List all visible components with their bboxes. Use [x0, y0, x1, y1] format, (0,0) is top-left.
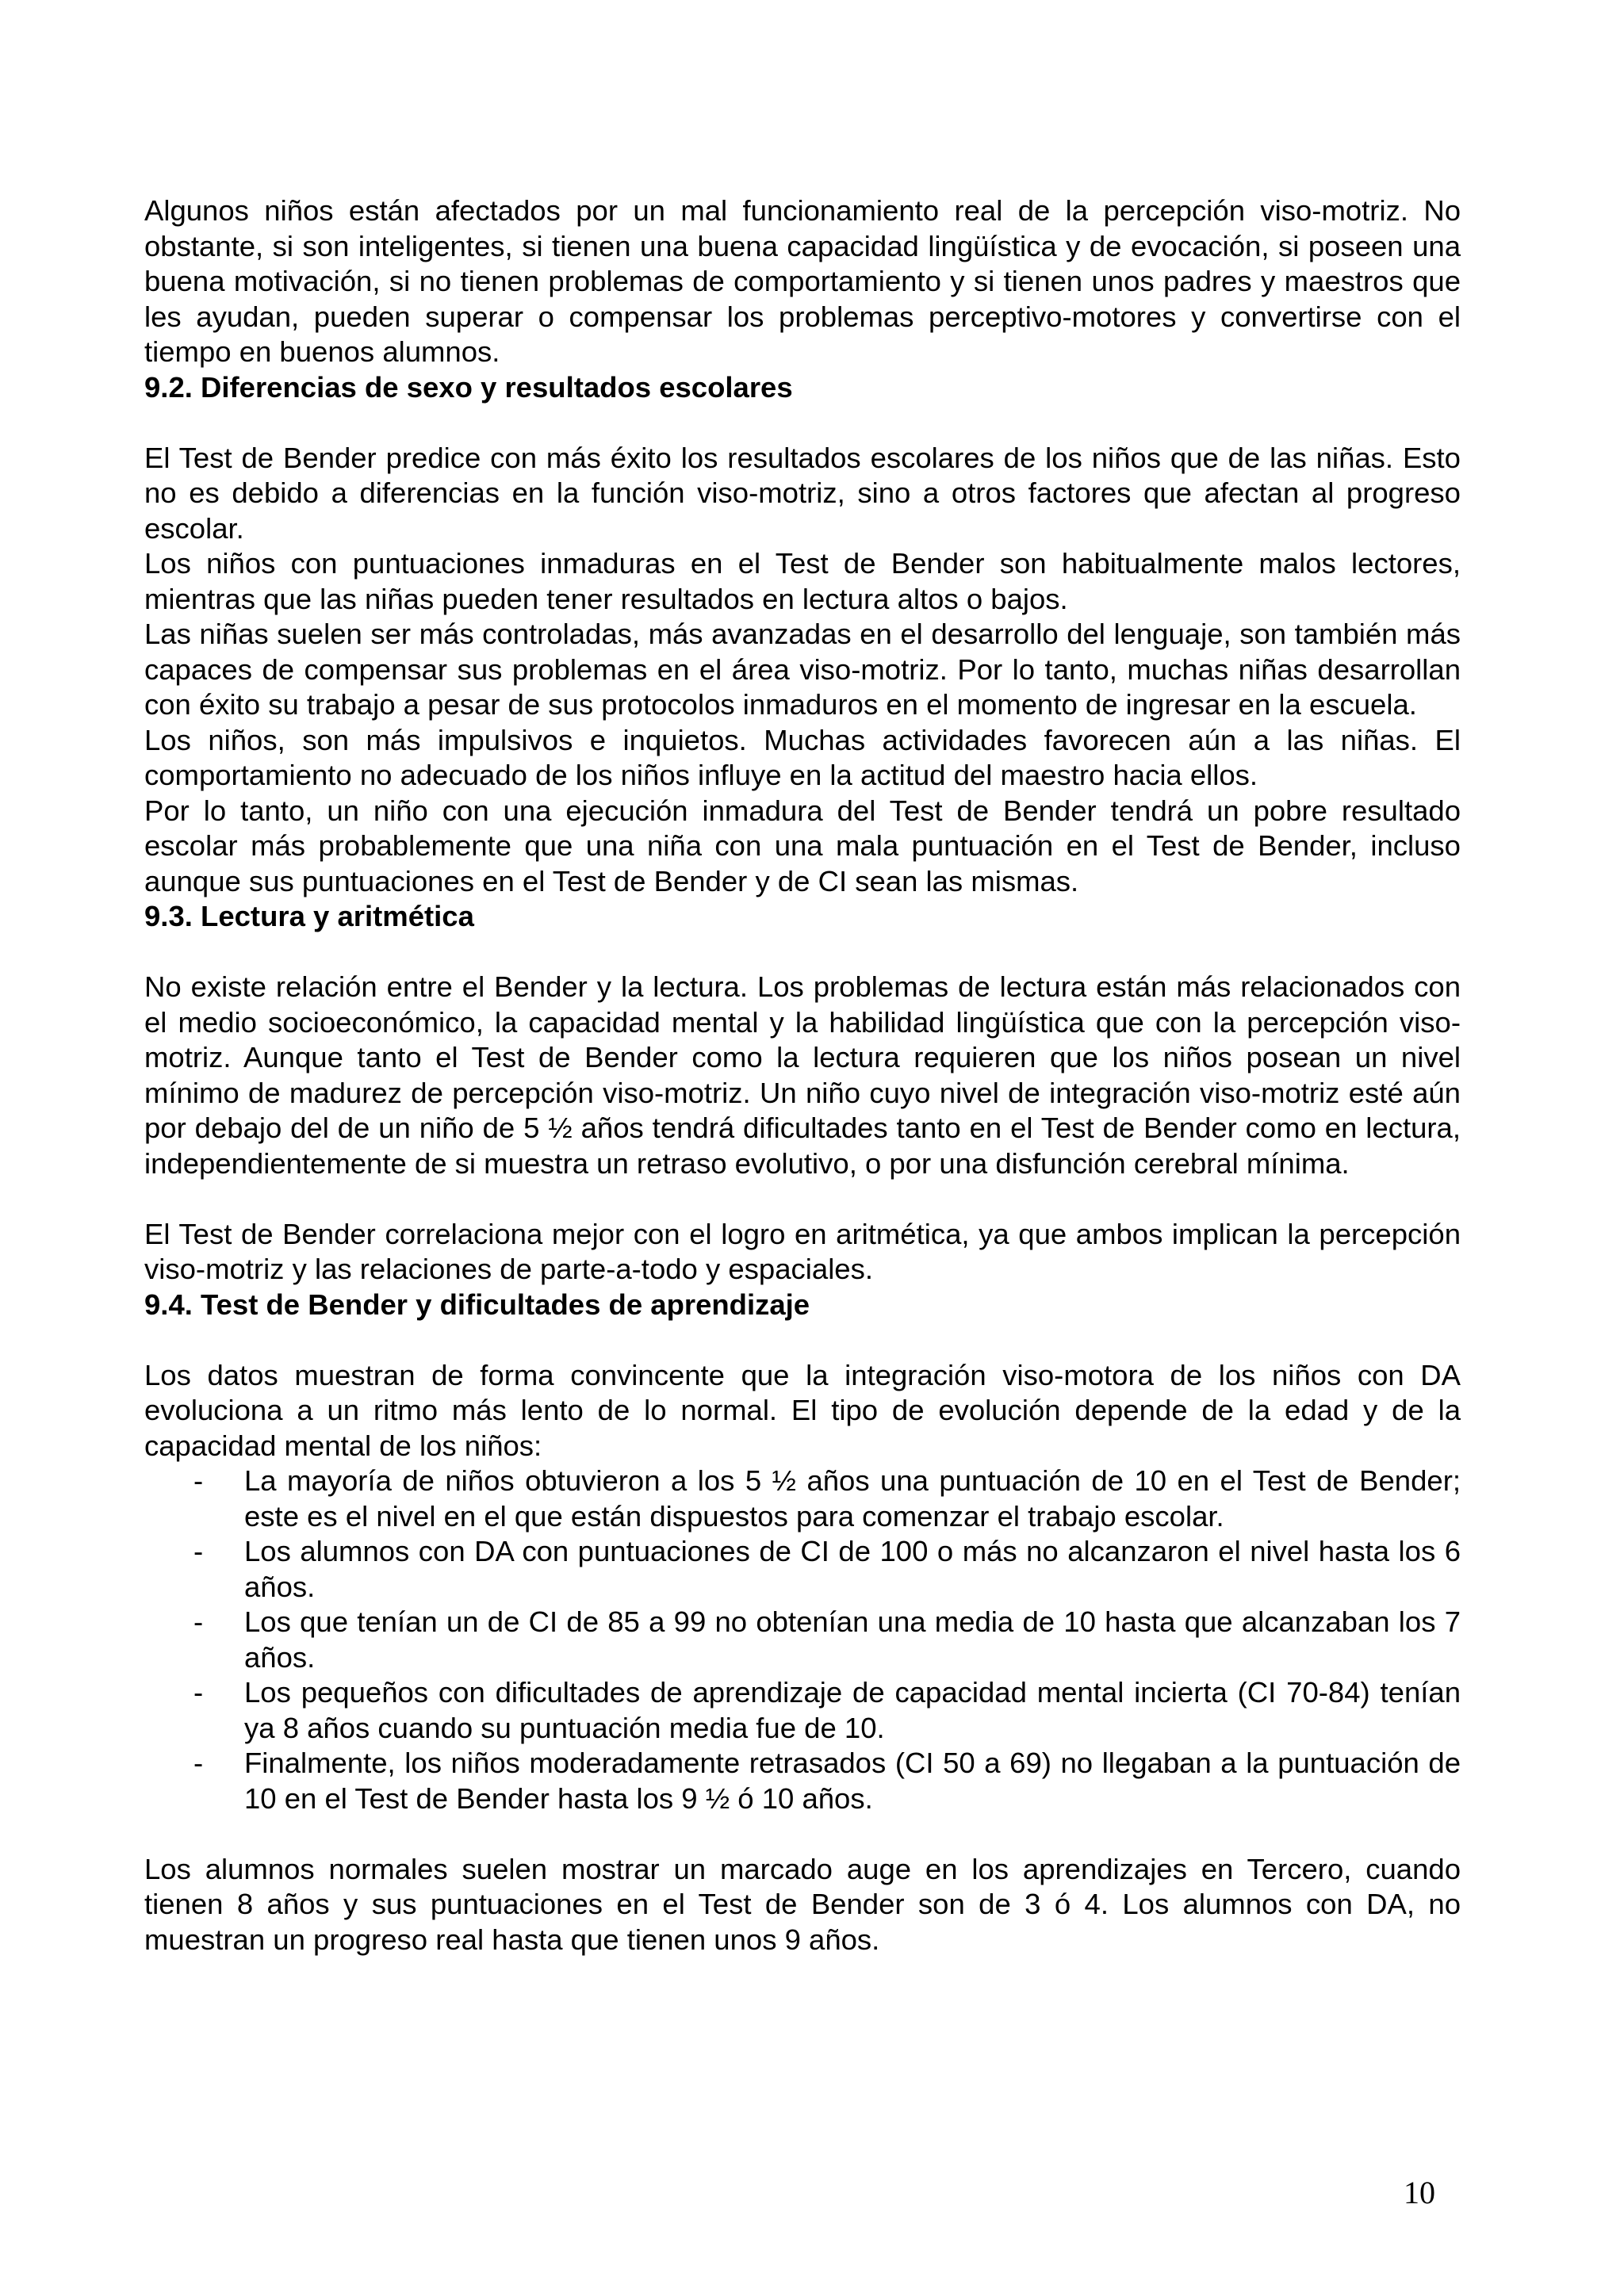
paragraph-9-2-5: Por lo tanto, un niño con una ejecución inmadura del Test de Bender tendrá un pobre resultado escolar más probablemente que una niña con una mala puntuación en el Test de Bender, incluso aunque sus puntuaciones en el Test de Bender y de CI sean las mismas. [144, 794, 1461, 897]
paragraph-9-2-4: Los niños, son más impulsivos e inquietos. Muchas actividades favorecen aún a las niñas. El comportamiento no adecuado de los niños influye en la actitud del maestro hacia ellos. [144, 723, 1461, 791]
paragraph-9-4-2: Los alumnos normales suelen mostrar un marcado auge en los aprendizajes en Tercero, cuando tienen 8 años y sus puntuaciones en el Test de Bender son de 3 ó 4. Los alumnos con DA, no muestran un progreso real hasta que tienen unos 9 años. [144, 1852, 1461, 1956]
list-item [144, 1605, 1461, 1675]
list-item [144, 1746, 1461, 1816]
list-item-text: Finalmente, los niños moderadamente retrasados (CI 50 a 69) no llegaban a la puntuación de 10 en el Test de Bender hasta los 9 ½ ó 10 años. [244, 1747, 1461, 1815]
paragraph-9-2-1: El Test de Bender predice con más éxito los resultados escolares de los niños que de las niñas. Esto no es debido a diferencias en la función viso-motriz, sino a otros factores que afectan al progreso escolar. [144, 441, 1461, 545]
dash-bullet: - [193, 1605, 204, 1638]
section-heading-9-4: 9.4. Test de Bender y dificultades de aprendizaje [144, 1288, 810, 1321]
list-item-text: Los pequeños con dificultades de aprendizaje de capacidad mental incierta (CI 70-84) tenían ya 8 años cuando su puntuación media fue de 10. [244, 1676, 1461, 1744]
page-number: 10 [1404, 2175, 1435, 2210]
list-item [144, 1534, 1461, 1605]
age-milestones-list [144, 1464, 1461, 1816]
list-item-text: Los alumnos con DA con puntuaciones de CI de 100 o más no alcanzaron el nivel hasta los 6 años. [244, 1535, 1461, 1603]
paragraph-9-3-1: No existe relación entre el Bender y la lectura. Los problemas de lectura están más relacionados con el medio socioeconómico, la capacidad mental y la habilidad lingüística que con la percepción viso-motriz. Aunque tanto el Test de Bender como la lectura requieren que los niños posean un nivel mínimo de madurez de percepción viso-motriz. Un niño cuyo nivel de integración viso-motriz esté aún por debajo del de un niño de 5 ½ años tendrá dificultades tanto en el Test de Bender como en lectura, independientemente de si muestra un retraso evolutivo, o por una disfunción cerebral mínima. [144, 970, 1461, 1180]
list-item-text: Los que tenían un de CI de 85 a 99 no obtenían una media de 10 hasta que alcanzaban los 7 años. [244, 1605, 1461, 1674]
dash-bullet: - [193, 1535, 204, 1567]
paragraph-9-3-2: El Test de Bender correlaciona mejor con el logro en aritmética, ya que ambos implican la percepción viso-motriz y las relaciones de parte-a-todo y espaciales. [144, 1217, 1461, 1285]
section-heading-9-3: 9.3. Lectura y aritmética [144, 900, 474, 932]
dash-bullet: - [193, 1676, 204, 1709]
dash-bullet: - [193, 1747, 204, 1779]
list-item [144, 1464, 1461, 1534]
dash-bullet: - [193, 1464, 204, 1497]
paragraph-9-4-1: Los datos muestran de forma convincente que la integración viso-motora de los niños con DA evoluciona a un ritmo más lento de lo normal. El tipo de evolución depende de la edad y de la capacidad mental de los niños: [144, 1358, 1461, 1462]
paragraph-9-2-2: Los niños con puntuaciones inmaduras en el Test de Bender son habitualmente malos lectores, mientras que las niñas pueden tener resultados en lectura altos o bajos. [144, 547, 1461, 615]
intro-paragraph: Algunos niños están afectados por un mal funcionamiento real de la percepción viso-motriz. No obstante, si son inteligentes, si tienen una buena capacidad lingüística y de evocación, si poseen una buena motivación, si no tienen problemas de comportamiento y si tienen unos padres y maestros que les ayudan, pueden superar o compensar los problemas perceptivo-motores y convertirse con el tiempo en buenos alumnos. [144, 194, 1461, 368]
document-page [144, 193, 1461, 1957]
section-heading-9-2: 9.2. Diferencias de sexo y resultados escolares [144, 370, 793, 404]
list-item [144, 1675, 1461, 1746]
paragraph-9-2-3: Las niñas suelen ser más controladas, más avanzadas en el desarrollo del lenguaje, son también más capaces de compensar sus problemas en el área viso-motriz. Por lo tanto, muchas niñas desarrollan con éxito su trabajo a pesar de sus protocolos inmaduros en el momento de ingresar en la escuela. [144, 618, 1461, 721]
list-item-text: La mayoría de niños obtuvieron a los 5 ½ años una puntuación de 10 en el Test de Bender; este es el nivel en el que están dispuestos para comenzar el trabajo escolar. [244, 1464, 1461, 1533]
